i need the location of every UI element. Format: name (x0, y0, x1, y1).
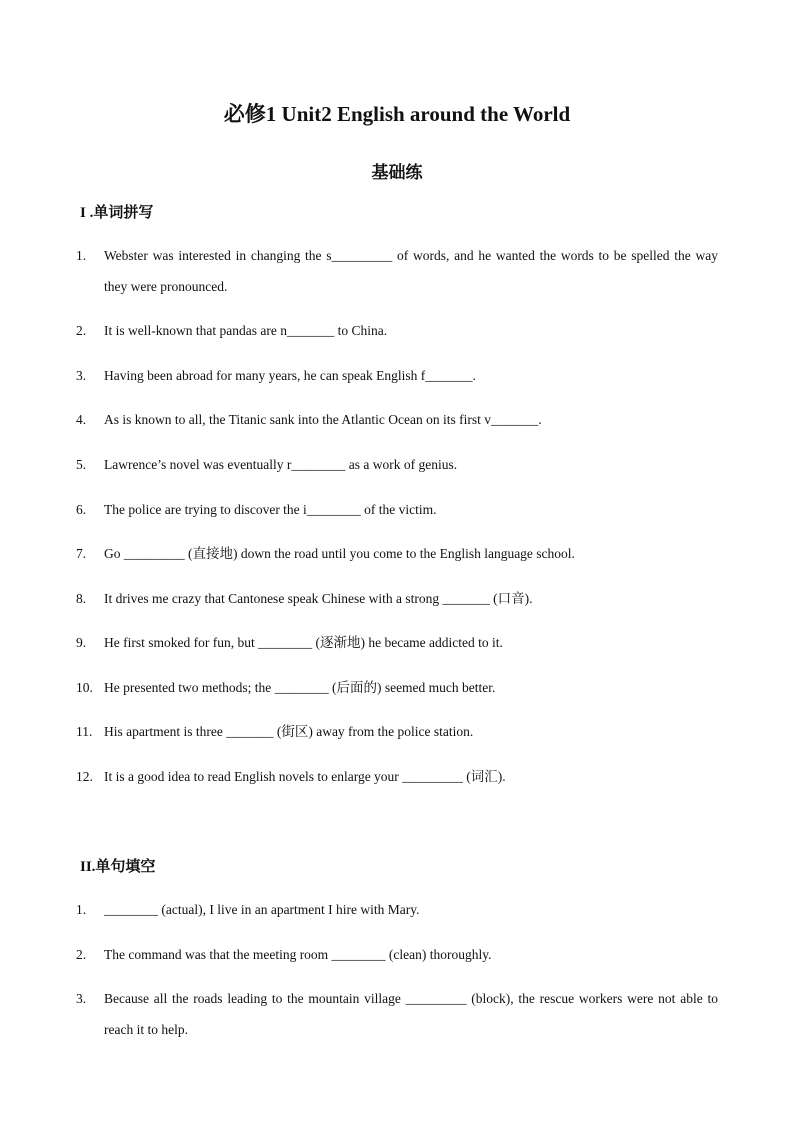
question-number: 10. (76, 680, 93, 695)
question-number: 7. (76, 546, 87, 561)
question-item (76, 672, 718, 703)
section-heading-spelling: I .单词拼写 (80, 205, 154, 221)
question-number: 1. (76, 902, 87, 917)
document-subtitle: 基础练 (371, 163, 423, 182)
question-text: Because all the roads leading to the mountain village _________ (block), the rescue workers were not able to reach it to help. (104, 991, 718, 1037)
question-item (76, 494, 718, 525)
question-item (76, 761, 718, 792)
question-text: It drives me crazy that Cantonese speak Chinese with a strong _______ (口音). (104, 591, 533, 606)
question-item (76, 627, 718, 658)
question-text: The police are trying to discover the i________ of the victim. (104, 502, 437, 517)
question-text: He first smoked for fun, but ________ (逐渐地) he became addicted to it. (104, 635, 503, 650)
question-item (76, 939, 718, 970)
question-number: 12. (76, 769, 93, 784)
question-item (76, 716, 718, 747)
question-number: 5. (76, 457, 87, 472)
question-text: Go _________ (直接地) down the road until you come to the English language school. (104, 546, 575, 561)
document-title: 必修1 Unit2 English around the World (223, 102, 571, 126)
question-number: 2. (76, 323, 87, 338)
question-text: It is a good idea to read English novels to enlarge your _________ (词汇). (104, 769, 506, 784)
question-item (76, 583, 718, 614)
question-item (76, 449, 718, 480)
question-number: 6. (76, 502, 87, 517)
question-item (76, 404, 718, 435)
question-text: It is well-known that pandas are n_______ to China. (104, 323, 388, 338)
question-text: His apartment is three _______ (街区) away from the police station. (104, 724, 474, 739)
question-text: ________ (actual), I live in an apartment I hire with Mary. (104, 902, 420, 917)
question-item (76, 240, 718, 302)
question-text: The command was that the meeting room ________ (clean) thoroughly. (104, 947, 492, 962)
question-text: Lawrence’s novel was eventually r________ as a work of genius. (104, 457, 458, 472)
question-item (76, 360, 718, 391)
question-text: As is known to all, the Titanic sank into the Atlantic Ocean on its first v_______. (104, 412, 542, 427)
question-number: 3. (76, 368, 87, 383)
question-text: He presented two methods; the ________ (后面的) seemed much better. (104, 680, 496, 695)
question-item (76, 538, 718, 569)
question-item (76, 894, 718, 925)
question-number: 4. (76, 412, 87, 427)
question-item (76, 315, 718, 346)
question-number: 11. (76, 724, 93, 739)
question-number: 2. (76, 947, 87, 962)
section-heading-fill-in: II.单句填空 (80, 859, 156, 875)
question-number: 1. (76, 248, 87, 263)
question-item (76, 983, 718, 1045)
question-text: Webster was interested in changing the s_________ of words, and he wanted the words to be spelled the way they were pronounced. (104, 248, 718, 294)
question-number: 3. (76, 991, 87, 1006)
question-text: Having been abroad for many years, he can speak English f_______. (104, 368, 476, 383)
question-number: 8. (76, 591, 87, 606)
question-number: 9. (76, 635, 87, 650)
